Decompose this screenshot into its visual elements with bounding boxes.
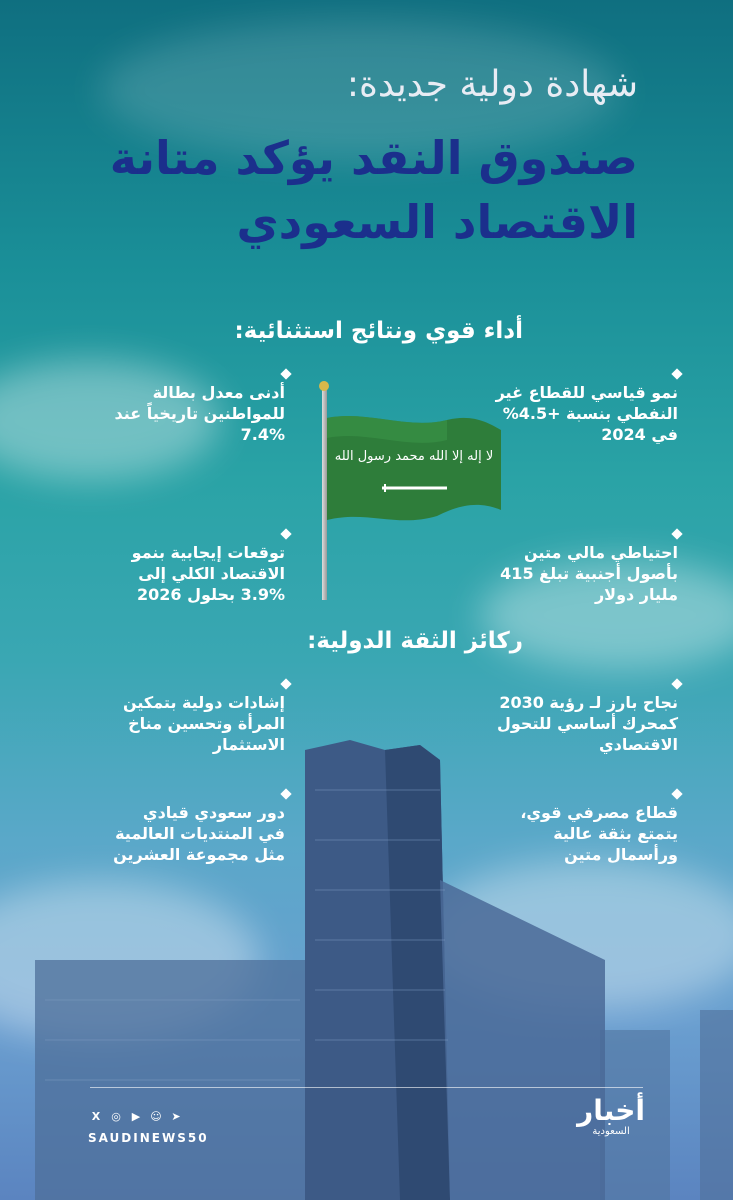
- snapchat-icon[interactable]: ☺: [150, 1109, 162, 1123]
- x-icon[interactable]: X: [91, 1109, 101, 1123]
- footer-divider: [90, 1087, 643, 1088]
- list-item: توقعات إيجابية بنمو الاقتصاد الكلي إلى 3.9% بحلول 2026: [131, 543, 285, 604]
- list-item: نمو قياسي للقطاع غير النفطي بنسبة +4.5% في 2024: [495, 383, 678, 444]
- flag-finial: [319, 381, 329, 391]
- list-item: أدنى معدل بطالة للمواطنين تاريخياً عند 7.4%: [114, 383, 285, 444]
- list-item: قطاع مصرفي قوي، يتمتع بثقة عالية ورأسمال متين: [520, 803, 678, 864]
- list-item: إشادات دولية بتمكين المرأة وتحسين مناخ الاستثمار: [122, 693, 285, 754]
- social-icons: [88, 1108, 184, 1124]
- youtube-icon[interactable]: ▶: [131, 1109, 141, 1123]
- saudi-flag-icon: [327, 410, 501, 524]
- list-item: احتياطي مالي متين بأصول أجنبية تبلغ 415 مليار دولار: [500, 543, 678, 604]
- flag-shahada: لا إله إلا الله محمد رسول الله: [334, 449, 494, 464]
- logo-main: أخبار: [577, 1094, 645, 1127]
- title-line-1: صندوق النقد يؤكد متانة: [109, 131, 638, 185]
- section-heading-pillars: ركائز الثقة الدولية:: [307, 628, 523, 654]
- logo-sub: السعودية: [592, 1126, 630, 1137]
- instagram-icon[interactable]: ◎: [111, 1109, 121, 1123]
- telegram-icon[interactable]: ➤: [171, 1109, 181, 1123]
- title-line-2: الاقتصاد السعودي: [236, 195, 638, 249]
- list-item: نجاح بارز لـ رؤية 2030 كمحرك أساسي للتحول الاقتصادي: [497, 693, 678, 754]
- section-heading-performance: أداء قوي ونتائج استثنائية:: [234, 318, 523, 344]
- list-item: دور سعودي قيادي في المنتديات العالمية مثل مجموعة العشرين: [113, 803, 285, 864]
- page-title: [38, 126, 638, 254]
- social-handle[interactable]: SAUDINEWS50: [88, 1131, 209, 1145]
- brand-logo: [577, 1096, 645, 1138]
- subtitle: شهادة دولية جديدة:: [346, 64, 638, 105]
